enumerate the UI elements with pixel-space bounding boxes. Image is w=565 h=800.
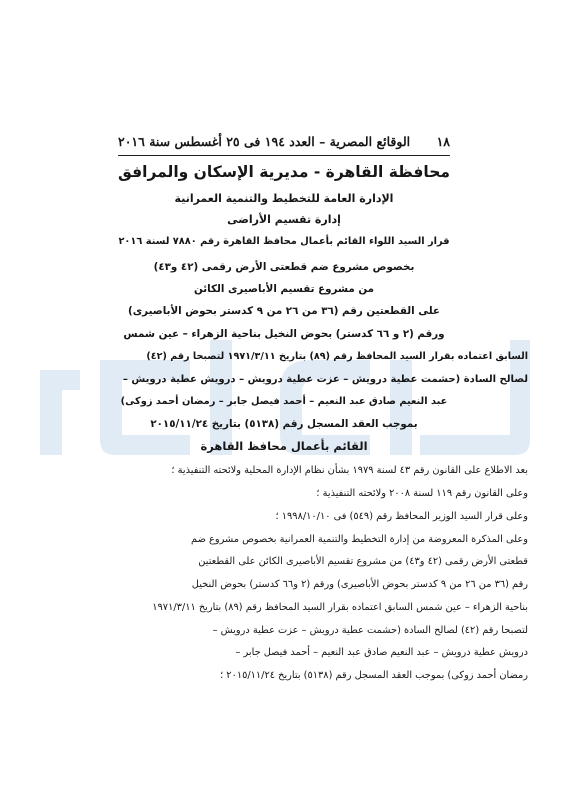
body-paragraph-line: لتصبحا رقم (٤٢) لصالح السادة (حشمت عطية درويش – عزت عطية درويش – bbox=[212, 625, 528, 636]
decree-line: بموجب العقد المسجل رقم (٥١٣٨) بتاريخ ٢٠١٥/١١/٢٤ bbox=[150, 418, 418, 430]
decree-line: بخصوص مشروع ضم قطعتى الأرض رقمى (٤٢ و٤٣) bbox=[153, 261, 415, 273]
body-paragraph-line: بعد الاطلاع على القانون رقم ٤٣ لسنة ١٩٧٩ بشأن نظام الإدارة المحلية ولائحته التنفيذية ؛ bbox=[171, 465, 528, 476]
body-paragraph-line: قطعتى الأرض رقمى (٤٢ و٤٣) من مشروع تقسيم الأباصيرى الكائن على القطعتين bbox=[198, 556, 528, 567]
division-name: إدارة تقسيم الأراضى bbox=[227, 213, 341, 226]
decree-line: على القطعتين رقم (٣٦ من ٢٦ من ٩ كدستر بحوض الأباصيرى) bbox=[128, 305, 440, 317]
publication-info: الوقائع المصرية – العدد ١٩٤ فى ٢٥ أغسطس سنة ٢٠١٦ bbox=[118, 133, 411, 149]
body-paragraph-line: وعلى القانون رقم ١١٩ لسنة ٢٠٠٨ ولائحته التنفيذية ؛ bbox=[316, 488, 528, 499]
body-paragraph-line: وعلى قرار السيد الوزير المحافظ رقم (٥٤٩) فى ١٩٩٨/١٠/١٠ ؛ bbox=[275, 511, 528, 522]
page-header bbox=[118, 131, 450, 151]
decree-heading: قرار السيد اللواء القائم بأعمال محافظ القاهرة رقم ٧٨٨٠ لسنة ٢٠١٦ bbox=[118, 236, 450, 247]
decree-line: لصالح السادة (حشمت عطية درويش – عزت عطية درويش – درويش عطية درويش – bbox=[122, 374, 528, 385]
body-paragraph-line: رمضان أحمد زوكى) بموجب العقد المسجل رقم (٥١٣٨) بتاريخ ٢٠١٥/١١/٢٤ ؛ bbox=[220, 670, 528, 681]
decree-line: عبد النعيم صادق عبد النعيم – أحمد فيصل جابر – رمضان أحمد زوكى) bbox=[120, 396, 448, 407]
department-name: الإدارة العامة للتخطيط والتنمية العمرانية bbox=[174, 192, 394, 205]
body-paragraph-line: درويش عطية درويش – عبد النعيم صادق عبد النعيم – أحمد فيصل جابر – bbox=[235, 647, 528, 658]
body-paragraph-line: بناحية الزهراء – عين شمس السابق اعتماده بقرار السيد المحافظ رقم (٨٩) بتاريخ ١٩٧١/٣/١١ bbox=[152, 602, 528, 613]
page-number: ١٨ bbox=[436, 133, 450, 149]
page-title: محافظة القاهرة - مديرية الإسكان والمرافق bbox=[118, 163, 450, 181]
decree-line: من مشروع تقسيم الأباصيرى الكائن bbox=[193, 283, 374, 295]
authority-title: القائم بأعمال محافظ القاهرة bbox=[200, 439, 368, 453]
decree-line: ورقم (٢ و ٦٦ كدستر) بحوض النخيل بناحية الزهراء – عين شمس bbox=[123, 328, 445, 340]
body-paragraph-line: وعلى المذكرة المعروضة من إدارة التخطيط والتنمية العمرانية بخصوص مشروع ضم bbox=[191, 534, 528, 545]
body-paragraph-line: رقم (٣٦ من ٢٦ من ٩ كدستر بحوض الأباصيرى) ورقم (٢ و٦٦ كدستر) بحوض النخيل bbox=[191, 579, 528, 590]
decree-line: السابق اعتماده بقرار السيد المحافظ رقم (٨٩) بتاريخ ١٩٧١/٣/١١ لتصبحا رقم (٤٢) bbox=[146, 351, 528, 362]
header-rule bbox=[118, 155, 450, 156]
